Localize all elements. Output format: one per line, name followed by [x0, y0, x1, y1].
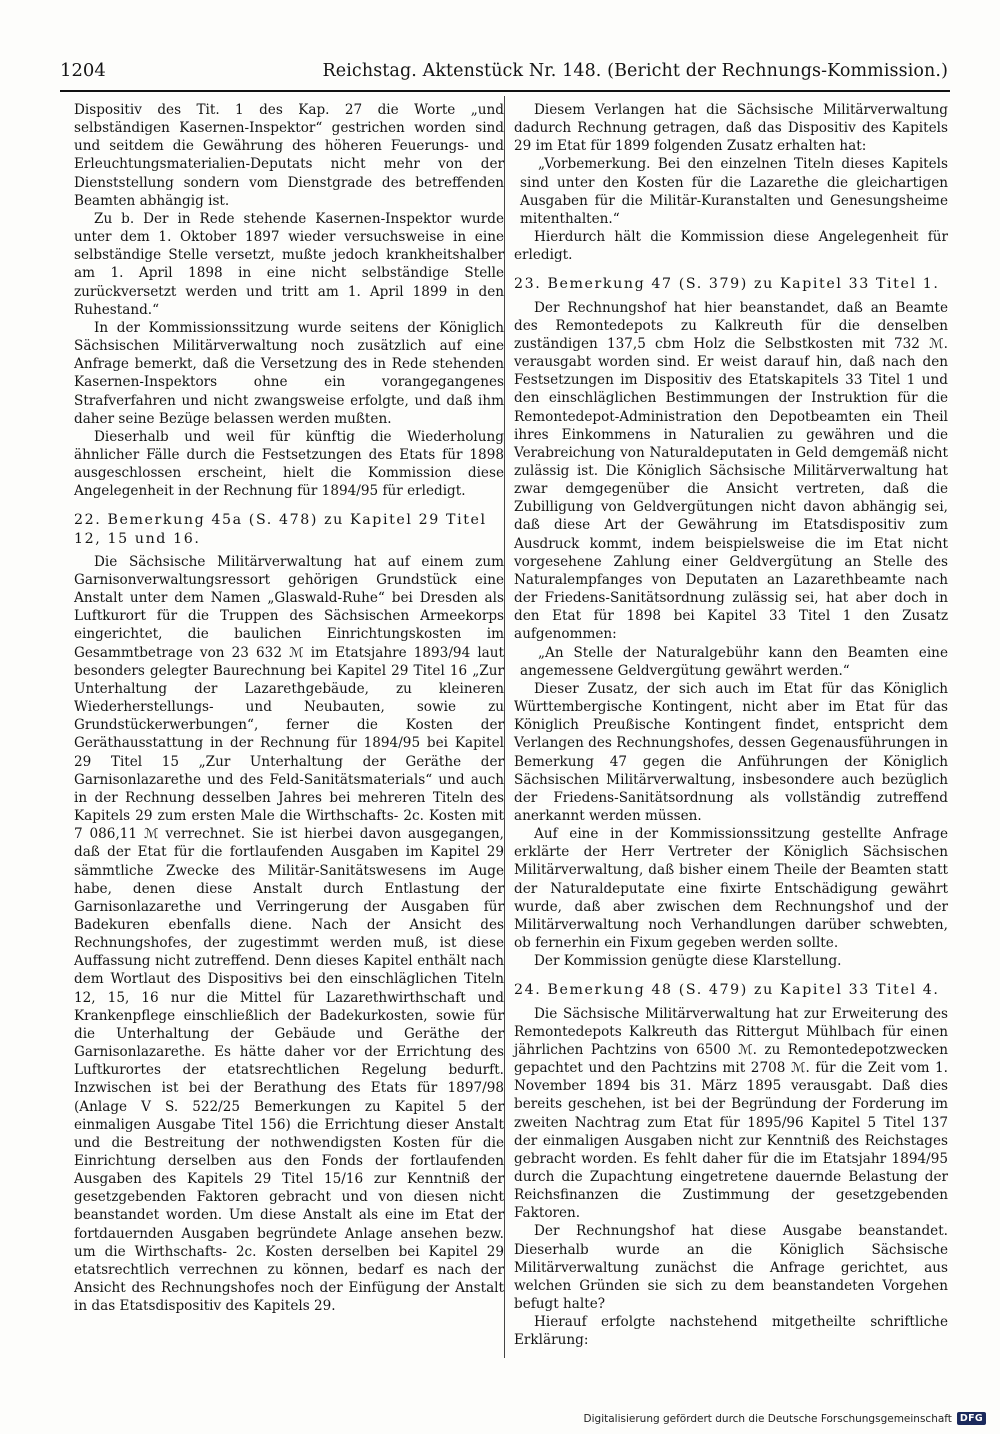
paragraph: Dispositiv des Tit. 1 des Kap. 27 die Worte „und selbständigen Kasernen-Inspektor“ gestrichen worden sind und seitdem die Gewährung des höheren Feuerungs- und Erleuchtungsmaterialien-Deputats nicht mehr von der Dienststellung sondern vom Dienstgrade des betreffenden Beamten abhängig ist. — [74, 102, 504, 209]
quotation: „Vorbemerkung. Bei den einzelnen Titeln dieses Kapitels sind unter den Kosten für die Lazarethe die gleichartigen Ausgaben für die Militär-Kuranstalten und Genesungsheime mitenthalten.“ — [520, 156, 948, 227]
paragraph: In der Kommissionssitzung wurde seitens der Königlich Sächsischen Militärverwaltung noch zusätzlich auf eine Anfrage bemerkt, daß die Versetzung des in Rede stehenden Kasernen-Inspektors ohne ein vorangegangenes Strafverfahren und nicht zwangsweise erfolgte, und daß ihm daher seine Bezüge belassen werden mußten. — [74, 319, 504, 427]
section-heading-22: 22. Bemerkung 45a (S. 478) zu Kapitel 29 Titel 12, 15 und 16. — [74, 512, 487, 547]
funding-note: Digitalisierung gefördert durch die Deutsche Forschungsgemeinschaft — [583, 1412, 952, 1425]
paragraph: Der Rechnungshof hat diese Ausgabe beanstandet. Dieserhalb wurde an die Königlich Sächsische Militärverwaltung zunächst die Anfrage gerichtet, aus welchen Gründen sie sich zu dem beanstandeten Vorgehen befugt halte? — [514, 1223, 948, 1313]
paragraph: Der Kommission genügte diese Klarstellung. — [534, 953, 842, 970]
header-rule — [60, 90, 950, 92]
left-column — [74, 101, 504, 1315]
page-number: 1204 — [60, 60, 106, 81]
column-divider — [504, 96, 505, 1358]
section-heading-23: 23. Bemerkung 47 (S. 379) zu Kapitel 33 Titel 1. — [514, 276, 940, 293]
section-heading-24: 24. Bemerkung 48 (S. 479) zu Kapitel 33 Titel 4. — [514, 982, 940, 999]
digitization-footer — [584, 1412, 986, 1425]
paragraph: Auf eine in der Kommissionssitzung gestellte Anfrage erklärte der Herr Vertreter der Königlich Sächsischen Militärverwaltung, daß bisher einem Theile der Beamten statt der Naturaldeputate eine fixirte Entschädigung gewährt wurde, daß aber zwischen dem Rechnungshof und der Militärverwaltung noch Verhandlungen darüber schwebten, ob fernerhin ein Fixum gegeben werden sollte. — [514, 826, 948, 952]
paragraph: Dieserhalb und weil für künftig die Wiederholung ähnlicher Fälle durch die Festsetzungen des Etats für 1898 ausgeschlossen erscheint, hielt die Kommission diese Angelegenheit in der Rechnung für 1894/95 für erledigt. — [74, 428, 504, 500]
paragraph: Diesem Verlangen hat die Sächsische Militärverwaltung dadurch Rechnung getragen, daß das Dispositiv des Kapitels 29 im Etat für 1899 folgenden Zusatz erhalten hat: — [514, 102, 948, 155]
page-header — [60, 60, 948, 88]
running-title: Reichstag. Aktenstück Nr. 148. (Bericht der Rechnungs-Kommission.) — [322, 61, 948, 81]
paragraph: Die Sächsische Militärverwaltung hat zur Erweiterung des Remontedepots Kalkreuth das Rittergut Mühlbach für einen jährlichen Pachtzins von 6500 ℳ. zu Remontedepotzwecken gepachtet und den Pachtzins mit 2708 ℳ. für die Zeit vom 1. November 1894 bis 31. März 1895 verausgabt. Daß dies bereits geschehen, ist bei der Begründung der Forderung im zweiten Nachtrag zum Etat für 1895/96 Kapitel 5 Titel 137 der einmaligen Ausgaben nicht zur Kenntniß des Reichstages gebracht worden. Es fehlt daher für die im Etatsjahr 1894/95 durch die Zupachtung eingetretene dauernde Belastung der Reichsfinanzen die Zustimmung der gesetzgebenden Faktoren. — [514, 1005, 948, 1222]
quotation: „An Stelle der Naturalgebühr kann den Beamten eine angemessene Geldvergütung gewährt werden.“ — [520, 644, 948, 679]
paragraph: Der Rechnungshof hat hier beanstandet, daß an Beamte des Remontedepots zu Kalkreuth für die denselben zuständigen 137,5 cbm Holz die Selbstkosten mit 732 ℳ. verausgabt worden sind. Er weist darauf hin, daß nach den Festsetzungen im Dispositiv des Etatskapitels 33 Titel 1 und den einschläglichen Bestimmungen der Instruktion für die Remontedepot-Administration den Depotbeamten ein Theil ihres Einkommens in Naturalien zu gewähren und die Verabreichung von Naturaldeputaten in Geld demgemäß nicht zulässig ist. Die Königlich Sächsische Militärverwaltung hat zwar demgegenüber die Ansicht vertreten, daß die Zubilligung von Geldvergütungen nicht davon abhängig sei, daß diese Art der Gewährung im Etatsdispositiv zum Ausdruck kommt, indem beispielsweise die im Etat nicht vorgesehene Zahlung einer Geldvergütung an Stelle des Naturalempfanges von Deputaten an Lazarethbeamte nach der Friedens-Sanitätsordnung zulässig sei, hat aber doch in den Etat für 1898 bei Kapitel 33 Titel 1 den Zusatz aufgenommen: — [514, 299, 948, 643]
right-column — [514, 101, 948, 1350]
dfg-logo: DFG — [957, 1412, 986, 1425]
paragraph: Die Sächsische Militärverwaltung hat auf einem zum Garnisonverwaltungsressort gehörigen Grundstück eine Anstalt unter dem Namen „Glaswald-Ruhe“ bei Dresden als Luftkurort für die Truppen des Sächsischen Armeekorps eingerichtet, die baulichen Einrichtungskosten im Gesammtbetrage von 23 632 ℳ im Etatsjahre 1893/94 laut besonders gelegter Baurechnung bei Kapitel 29 Titel 16 „Zur Unterhaltung der Lazarethgebäude, zu kleineren Wiederherstellungs- und Neubauten, sowie zu Grundstückerwerbungen“, ferner die Kosten der Geräthausstattung in der Rechnung für 1894/95 bei Kapitel 29 Titel 15 „Zur Unterhaltung der Geräthe der Garnisonlazarethe und des Feld-Sanitätsmaterials“ und auch in der Rechnung desselben Jahres bei mehreren Titeln des Kapitels 29 zum ersten Male die Wirthschafts- 2c. Kosten mit 7 086,11 ℳ verrechnet. Sie ist hierbei davon ausgegangen, daß der Etat für die fortlaufenden Ausgaben im Kapitel 29 sämmtliche Zwecke des Militär-Sanitätswesens im Auge habe, denen diese Anstalt durch Entlastung der Garnisonlazarethe und Verringerung der Ausgaben für Badekuren ebenfalls diene. Nach der Ansicht des Rechnungshofes, der zugestimmt werden muß, ist diese Auffassung nicht zutreffend. Denn dieses Kapitel enthält nach dem Wortlaut des Dispositivs bei den einschläglichen Titeln 12, 15, 16 nur die Mittel für Lazarethwirthschaft und Krankenpflege einschließlich der Badekurkosten, sowie für die Unterhaltung der Gebäude und Geräthe der Garnisonlazarethe. Es hätte daher vor der Errichtung des Luftkurortes der etatsrechtlichen Regelung bedurft. Inzwischen ist bei der Berathung des Etats für 1897/98 (Anlage V S. 522/25 Bemerkungen zu Kapitel 5 der einmaligen Ausgabe Titel 156) die Errichtung dieser Anstalt und die Bestreitung der nothwendigsten Kosten für die Einrichtung derselben aus den Fonds der fortlaufenden Ausgaben des Kapitels 29 Titel 15/16 zur Kenntniß der gesetzgebenden Faktoren gebracht und von diesen nicht beanstandet worden. Um diese Anstalt als eine im Etat der fortdauernden Ausgaben begründete Anlage ansehen bezw. um die Wirthschafts- 2c. Kosten derselben bei Kapitel 29 etatsrechtlich verrechnen zu können, bedarf es nach der Ansicht des Rechnungshofes noch der Einfügung der Anstalt in das Etatsdispositiv des Kapitels 29. — [74, 553, 504, 1315]
paragraph: Zu b. Der in Rede stehende Kasernen-Inspektor wurde unter dem 1. Oktober 1897 wieder versuchsweise in eine selbständige Stelle versetzt, mußte jedoch krankheitshalber am 1. April 1898 in eine nicht selbständige Stelle zurückversetzt werden und tritt am 1. April 1899 in den Ruhestand.“ — [74, 210, 504, 318]
paragraph: Dieser Zusatz, der sich auch im Etat für das Königlich Württembergische Kontingent, nicht aber im Etat für das Königlich Preußische Kontingent findet, entspricht dem Verlangen des Rechnungshofes, dessen Gegenausführungen in Bemerkung 47 gegen die Anführungen der Königlich Sächsischen Militärverwaltung, insbesondere auch bezüglich der Friedens-Sanitätsordnung als vollständig zutreffend anerkannt werden müssen. — [514, 680, 948, 824]
paragraph: Hierauf erfolgte nachstehend mitgetheilte schriftliche Erklärung: — [514, 1314, 948, 1349]
paragraph: Hierdurch hält die Kommission diese Angelegenheit für erledigt. — [514, 229, 948, 264]
